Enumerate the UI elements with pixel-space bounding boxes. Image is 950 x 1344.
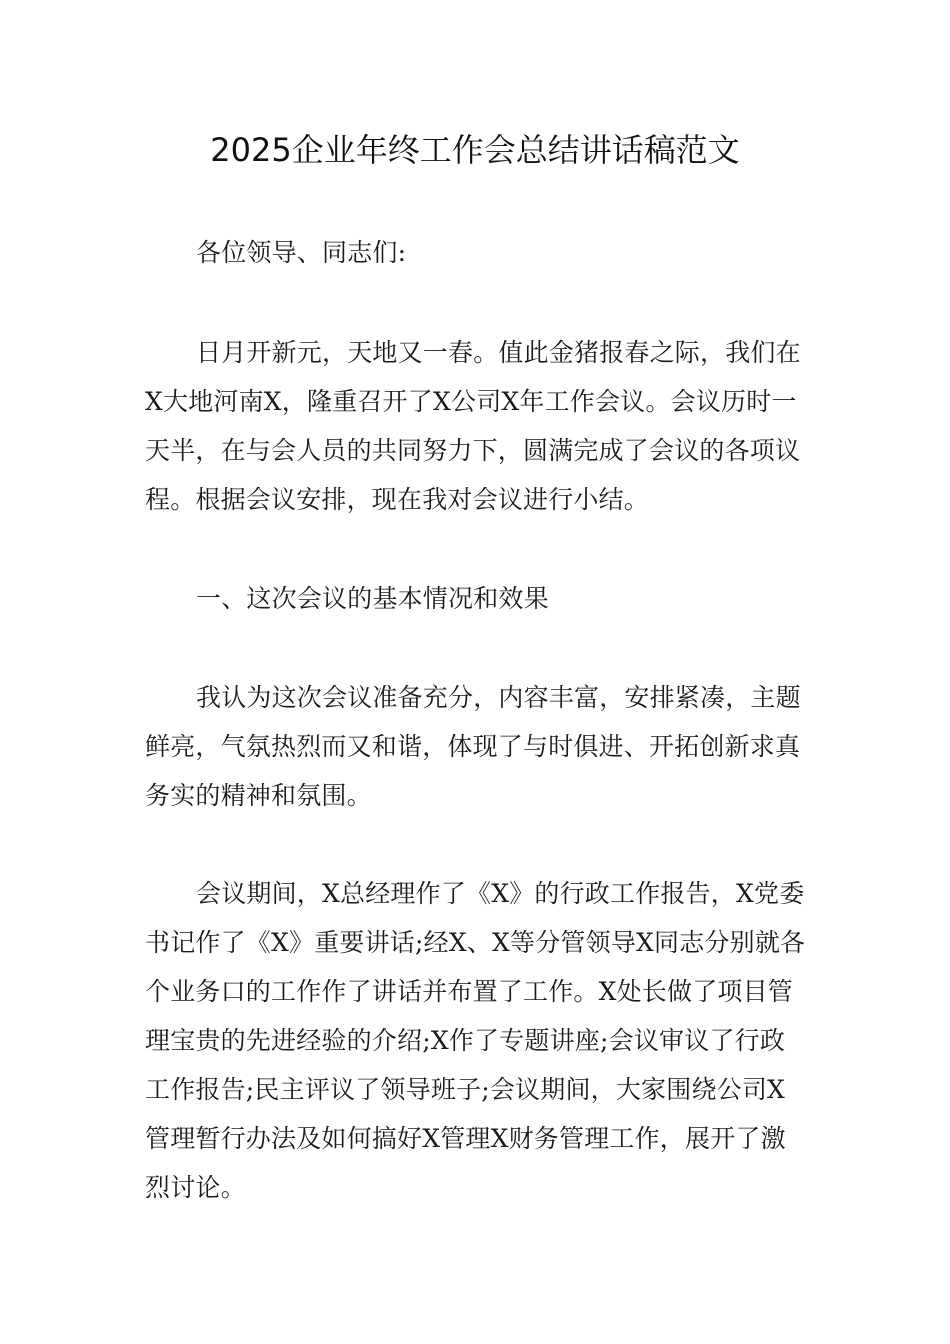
paragraph-assessment: 我认为这次会议准备充分，内容丰富，安排紧凑，主题鲜亮，气氛热烈而又和谐，体现了与时俱进、开拓创新求真务实的精神和氛围。	[145, 683, 801, 810]
document-title: 2025企业年终工作会总结讲话稿范文	[210, 131, 740, 169]
section-heading: 一、这次会议的基本情况和效果	[196, 584, 549, 613]
greeting-line: 各位领导、同志们:	[196, 238, 407, 267]
paragraph-meeting-details: 会议期间，X总经理作了《X》的行政工作报告，X党委书记作了《X》重要讲话;经X、X等分管领导X同志分别就各个业务口的工作作了讲话并布置了工作。X处长做了项目管理宝贵的先进经验的介绍;X作了专题讲座;会议审议了行政工作报告;民主评议了领导班子;会议期间，大家围绕公司X管理暂行办法及如何搞好X管理X财务管理工作，展开了激烈讨论。	[145, 879, 806, 1202]
paragraph-opening: 日月开新元，天地又一春。值此金猪报春之际，我们在X大地河南X，隆重召开了X公司X年工作会议。会议历时一天半，在与会人员的共同努力下，圆满完成了会议的各项议程。根据会议安排，现在我对会议进行小结。	[145, 338, 801, 514]
